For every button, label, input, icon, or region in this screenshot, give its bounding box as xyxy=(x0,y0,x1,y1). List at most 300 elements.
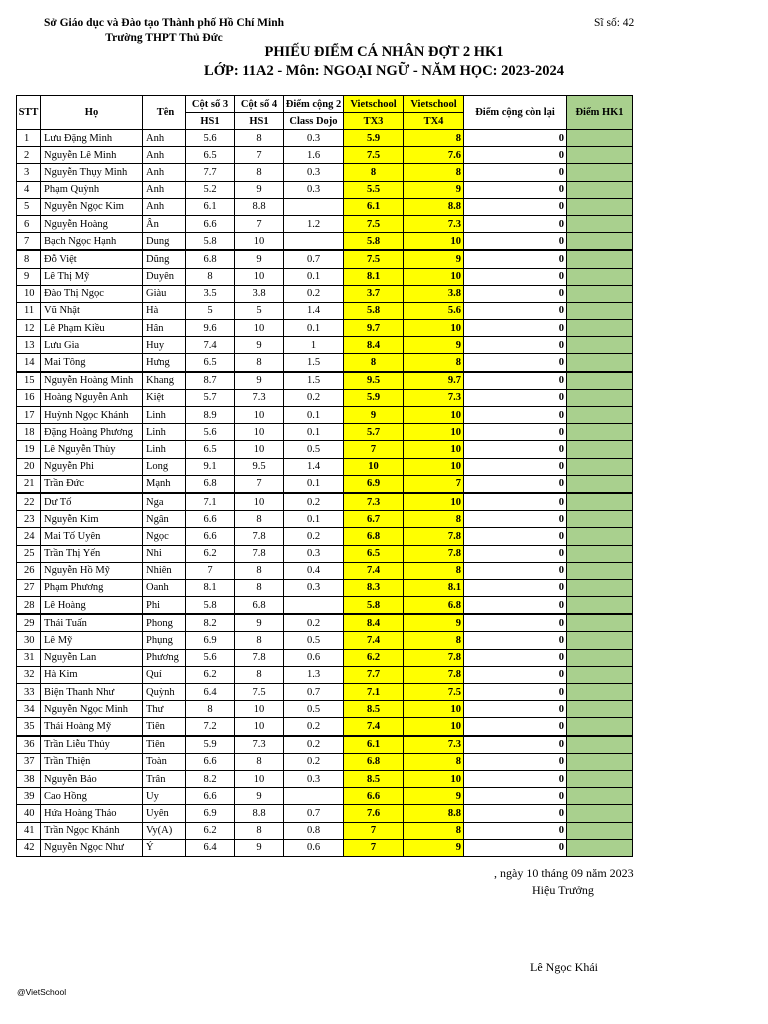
row-cot4: 8 xyxy=(235,354,284,372)
row-cot3: 8.2 xyxy=(186,614,235,632)
row-stt: 8 xyxy=(17,250,41,268)
row-tx4: 6.8 xyxy=(404,597,464,615)
row-remaining-bonus: 0 xyxy=(464,597,567,615)
row-last-name: Lưu Đặng Minh xyxy=(41,130,143,147)
row-tx4: 8 xyxy=(404,753,464,770)
row-first-name: Toàn xyxy=(143,753,186,770)
row-cot3: 9.6 xyxy=(186,320,235,337)
row-cot3: 7.1 xyxy=(186,493,235,511)
row-last-name: Trần Liễu Thủy xyxy=(41,736,143,754)
row-last-name: Nguyễn Kim xyxy=(41,511,143,528)
row-bonus: 0.5 xyxy=(284,441,344,458)
row-stt: 18 xyxy=(17,424,41,441)
table-row xyxy=(17,770,633,787)
table-row xyxy=(17,805,633,822)
grades-table xyxy=(16,95,633,857)
row-cot3: 5.6 xyxy=(186,130,235,147)
row-first-name: Nhi xyxy=(143,545,186,562)
row-cot3: 5.6 xyxy=(186,424,235,441)
row-cot4: 7.8 xyxy=(235,545,284,562)
row-bonus: 1 xyxy=(284,337,344,354)
row-cot3: 6.4 xyxy=(186,839,235,856)
row-last-name: Mai Tố Uyên xyxy=(41,528,143,545)
row-bonus xyxy=(284,788,344,805)
row-cot3: 6.4 xyxy=(186,684,235,701)
row-last-name: Dư Tố xyxy=(41,493,143,511)
row-tx4: 7.6 xyxy=(404,147,464,164)
row-first-name: Phi xyxy=(143,597,186,615)
row-last-name: Phạm Phương xyxy=(41,579,143,596)
row-bonus: 0.1 xyxy=(284,424,344,441)
table-row xyxy=(17,701,633,718)
row-first-name: Tiên xyxy=(143,718,186,736)
header-vietschool-tx4: Vietschool xyxy=(404,96,464,113)
row-cot4: 3.8 xyxy=(235,285,284,302)
row-bonus: 1.5 xyxy=(284,354,344,372)
row-tx3: 8.5 xyxy=(344,701,404,718)
row-hk1 xyxy=(567,198,633,215)
row-cot3: 6.2 xyxy=(186,545,235,562)
row-tx3: 6.2 xyxy=(344,649,404,666)
table-row xyxy=(17,250,633,268)
table-row xyxy=(17,493,633,511)
row-last-name: Trần Thiện xyxy=(41,753,143,770)
row-cot4: 7 xyxy=(235,147,284,164)
row-tx4: 9 xyxy=(404,839,464,856)
row-last-name: Vũ Nhật xyxy=(41,302,143,319)
table-row xyxy=(17,337,633,354)
row-stt: 38 xyxy=(17,770,41,787)
row-first-name: Duyên xyxy=(143,268,186,285)
row-last-name: Hứa Hoàng Thảo xyxy=(41,805,143,822)
row-tx4: 10 xyxy=(404,268,464,285)
row-cot4: 7.3 xyxy=(235,736,284,754)
row-cot4: 9 xyxy=(235,614,284,632)
row-first-name: Quỳnh xyxy=(143,684,186,701)
table-row xyxy=(17,147,633,164)
table-row xyxy=(17,458,633,475)
row-first-name: Phong xyxy=(143,614,186,632)
row-cot3: 6.8 xyxy=(186,475,235,493)
row-cot3: 6.1 xyxy=(186,198,235,215)
row-last-name: Phạm Quỳnh xyxy=(41,181,143,198)
row-first-name: Kiệt xyxy=(143,389,186,406)
row-hk1 xyxy=(567,372,633,390)
row-last-name: Lê Nguyễn Thùy xyxy=(41,441,143,458)
row-first-name: Hưng xyxy=(143,354,186,372)
row-hk1 xyxy=(567,233,633,251)
row-bonus: 0.2 xyxy=(284,736,344,754)
document-title: PHIẾU ĐIỂM CÁ NHÂN ĐỢT 2 HK1 xyxy=(264,44,504,60)
row-stt: 41 xyxy=(17,822,41,839)
row-cot4: 9 xyxy=(235,788,284,805)
row-hk1 xyxy=(567,736,633,754)
row-hk1 xyxy=(567,528,633,545)
row-tx4: 10 xyxy=(404,718,464,736)
row-remaining-bonus: 0 xyxy=(464,372,567,390)
row-tx4: 8 xyxy=(404,164,464,181)
table-row xyxy=(17,130,633,147)
row-first-name: Anh xyxy=(143,181,186,198)
row-remaining-bonus: 0 xyxy=(464,285,567,302)
class-size: Sĩ số: 42 xyxy=(594,17,635,29)
row-stt: 34 xyxy=(17,701,41,718)
row-stt: 31 xyxy=(17,649,41,666)
table-row xyxy=(17,302,633,319)
row-cot3: 6.6 xyxy=(186,788,235,805)
row-last-name: Nguyễn Lan xyxy=(41,649,143,666)
row-cot4: 8 xyxy=(235,579,284,596)
row-stt: 16 xyxy=(17,389,41,406)
table-row xyxy=(17,545,633,562)
row-tx3: 5.9 xyxy=(344,389,404,406)
row-last-name: Lê Phạm Kiều xyxy=(41,320,143,337)
row-stt: 24 xyxy=(17,528,41,545)
row-bonus: 0.1 xyxy=(284,320,344,337)
header-ten: Tên xyxy=(143,96,186,130)
row-bonus: 0.2 xyxy=(284,614,344,632)
row-remaining-bonus: 0 xyxy=(464,822,567,839)
row-hk1 xyxy=(567,511,633,528)
row-cot4: 7.5 xyxy=(235,684,284,701)
row-tx3: 8 xyxy=(344,354,404,372)
row-stt: 35 xyxy=(17,718,41,736)
table-row xyxy=(17,164,633,181)
row-bonus: 0.3 xyxy=(284,770,344,787)
table-row xyxy=(17,215,633,232)
row-first-name: Ân xyxy=(143,215,186,232)
row-hk1 xyxy=(567,562,633,579)
row-tx3: 7 xyxy=(344,822,404,839)
row-bonus: 0.3 xyxy=(284,579,344,596)
row-tx4: 9 xyxy=(404,181,464,198)
row-remaining-bonus: 0 xyxy=(464,736,567,754)
table-row xyxy=(17,233,633,251)
row-tx3: 9.7 xyxy=(344,320,404,337)
row-remaining-bonus: 0 xyxy=(464,233,567,251)
row-cot3: 8.9 xyxy=(186,407,235,424)
table-row xyxy=(17,389,633,406)
row-hk1 xyxy=(567,649,633,666)
row-stt: 13 xyxy=(17,337,41,354)
row-remaining-bonus: 0 xyxy=(464,147,567,164)
row-tx4: 5.6 xyxy=(404,302,464,319)
row-cot4: 10 xyxy=(235,770,284,787)
row-tx4: 10 xyxy=(404,701,464,718)
row-last-name: Nguyễn Thụy Minh xyxy=(41,164,143,181)
row-first-name: Khang xyxy=(143,372,186,390)
row-bonus: 0.8 xyxy=(284,822,344,839)
row-cot3: 6.9 xyxy=(186,805,235,822)
row-bonus: 1.4 xyxy=(284,458,344,475)
row-cot3: 8.2 xyxy=(186,770,235,787)
row-last-name: Trần Thị Yến xyxy=(41,545,143,562)
row-tx3: 8.3 xyxy=(344,579,404,596)
row-tx3: 7 xyxy=(344,839,404,856)
row-tx3: 6.1 xyxy=(344,736,404,754)
row-stt: 28 xyxy=(17,597,41,615)
row-bonus: 0.3 xyxy=(284,130,344,147)
row-remaining-bonus: 0 xyxy=(464,320,567,337)
row-bonus: 1.4 xyxy=(284,302,344,319)
row-remaining-bonus: 0 xyxy=(464,458,567,475)
row-cot4: 7.3 xyxy=(235,389,284,406)
row-tx4: 8 xyxy=(404,822,464,839)
row-remaining-bonus: 0 xyxy=(464,579,567,596)
row-bonus: 0.5 xyxy=(284,701,344,718)
row-tx3: 6.1 xyxy=(344,198,404,215)
school-name: Trường THPT Thủ Đức xyxy=(105,32,223,44)
row-remaining-bonus: 0 xyxy=(464,770,567,787)
row-tx3: 5.8 xyxy=(344,597,404,615)
table-row xyxy=(17,268,633,285)
row-stt: 40 xyxy=(17,805,41,822)
row-tx3: 5.8 xyxy=(344,302,404,319)
row-cot3: 6.6 xyxy=(186,511,235,528)
row-bonus: 0.6 xyxy=(284,839,344,856)
row-remaining-bonus: 0 xyxy=(464,475,567,493)
row-first-name: Huy xyxy=(143,337,186,354)
row-last-name: Nguyễn Hoàng xyxy=(41,215,143,232)
row-bonus: 0.1 xyxy=(284,475,344,493)
row-last-name: Nguyễn Ngọc Minh xyxy=(41,701,143,718)
row-tx3: 7.5 xyxy=(344,215,404,232)
row-cot3: 8 xyxy=(186,701,235,718)
table-row xyxy=(17,753,633,770)
principal-name: Lê Ngọc Khái xyxy=(530,960,598,974)
row-tx4: 10 xyxy=(404,458,464,475)
row-cot4: 10 xyxy=(235,233,284,251)
row-cot4: 9 xyxy=(235,181,284,198)
header-tx3: TX3 xyxy=(344,113,404,130)
row-bonus: 0.3 xyxy=(284,181,344,198)
row-tx3: 9.5 xyxy=(344,372,404,390)
row-first-name: Dung xyxy=(143,233,186,251)
row-cot4: 8 xyxy=(235,632,284,649)
row-remaining-bonus: 0 xyxy=(464,181,567,198)
row-remaining-bonus: 0 xyxy=(464,666,567,683)
row-cot3: 6.6 xyxy=(186,528,235,545)
row-tx3: 5.9 xyxy=(344,130,404,147)
row-last-name: Bạch Ngọc Hạnh xyxy=(41,233,143,251)
row-first-name: Anh xyxy=(143,147,186,164)
row-last-name: Cao Hồng xyxy=(41,788,143,805)
table-row xyxy=(17,579,633,596)
row-remaining-bonus: 0 xyxy=(464,424,567,441)
table-row xyxy=(17,372,633,390)
row-cot4: 8 xyxy=(235,753,284,770)
row-tx4: 10 xyxy=(404,320,464,337)
row-tx4: 7.3 xyxy=(404,389,464,406)
row-tx3: 3.7 xyxy=(344,285,404,302)
table-row xyxy=(17,666,633,683)
row-cot4: 8.8 xyxy=(235,198,284,215)
row-last-name: Đặng Hoàng Phương xyxy=(41,424,143,441)
row-first-name: Hân xyxy=(143,320,186,337)
row-remaining-bonus: 0 xyxy=(464,302,567,319)
row-cot3: 8 xyxy=(186,268,235,285)
header-stt: STT xyxy=(17,96,41,130)
row-cot4: 10 xyxy=(235,424,284,441)
header-bonus: Điểm cộng 2 xyxy=(284,96,344,113)
row-tx3: 7.1 xyxy=(344,684,404,701)
row-first-name: Ngân xyxy=(143,511,186,528)
row-tx3: 7.4 xyxy=(344,632,404,649)
row-cot4: 9.5 xyxy=(235,458,284,475)
row-stt: 33 xyxy=(17,684,41,701)
row-remaining-bonus: 0 xyxy=(464,337,567,354)
row-tx3: 9 xyxy=(344,407,404,424)
row-first-name: Long xyxy=(143,458,186,475)
row-tx4: 9 xyxy=(404,788,464,805)
row-stt: 19 xyxy=(17,441,41,458)
row-cot4: 7.8 xyxy=(235,649,284,666)
row-last-name: Nguyễn Ngọc Kim xyxy=(41,198,143,215)
row-hk1 xyxy=(567,147,633,164)
row-hk1 xyxy=(567,130,633,147)
row-last-name: Lê Thị Mỹ xyxy=(41,268,143,285)
row-hk1 xyxy=(567,302,633,319)
row-stt: 9 xyxy=(17,268,41,285)
row-tx4: 8 xyxy=(404,562,464,579)
row-stt: 7 xyxy=(17,233,41,251)
row-cot3: 5.2 xyxy=(186,181,235,198)
row-remaining-bonus: 0 xyxy=(464,753,567,770)
row-last-name: Trần Ngọc Khánh xyxy=(41,822,143,839)
row-bonus: 0.7 xyxy=(284,250,344,268)
row-stt: 42 xyxy=(17,839,41,856)
row-first-name: Trân xyxy=(143,770,186,787)
row-first-name: Uy xyxy=(143,788,186,805)
table-row xyxy=(17,475,633,493)
row-bonus: 1.3 xyxy=(284,666,344,683)
row-bonus: 0.6 xyxy=(284,649,344,666)
row-hk1 xyxy=(567,164,633,181)
row-hk1 xyxy=(567,320,633,337)
row-bonus: 1.5 xyxy=(284,372,344,390)
school-header xyxy=(34,16,294,46)
row-cot4: 9 xyxy=(235,337,284,354)
row-hk1 xyxy=(567,579,633,596)
row-hk1 xyxy=(567,407,633,424)
row-tx4: 8.1 xyxy=(404,579,464,596)
row-stt: 12 xyxy=(17,320,41,337)
table-row xyxy=(17,684,633,701)
row-cot3: 6.5 xyxy=(186,147,235,164)
row-tx4: 10 xyxy=(404,493,464,511)
row-remaining-bonus: 0 xyxy=(464,805,567,822)
row-last-name: Lê Hoàng xyxy=(41,597,143,615)
header-ho: Họ xyxy=(41,96,143,130)
row-first-name: Nhiên xyxy=(143,562,186,579)
row-first-name: Anh xyxy=(143,130,186,147)
row-last-name: Nguyễn Bảo xyxy=(41,770,143,787)
signature-role: Hiệu Trưởng xyxy=(532,883,594,897)
row-hk1 xyxy=(567,718,633,736)
row-last-name: Hoàng Nguyễn Anh xyxy=(41,389,143,406)
row-remaining-bonus: 0 xyxy=(464,701,567,718)
row-last-name: Nguyễn Hoàng Minh xyxy=(41,372,143,390)
row-tx4: 7.8 xyxy=(404,649,464,666)
row-remaining-bonus: 0 xyxy=(464,441,567,458)
row-hk1 xyxy=(567,614,633,632)
row-remaining-bonus: 0 xyxy=(464,268,567,285)
row-cot4: 10 xyxy=(235,441,284,458)
row-hk1 xyxy=(567,337,633,354)
row-stt: 32 xyxy=(17,666,41,683)
row-last-name: Đỗ Việt xyxy=(41,250,143,268)
row-bonus: 0.1 xyxy=(284,511,344,528)
row-tx3: 6.8 xyxy=(344,528,404,545)
table-row xyxy=(17,285,633,302)
row-first-name: Quí xyxy=(143,666,186,683)
row-last-name: Huỳnh Ngọc Khánh xyxy=(41,407,143,424)
row-tx3: 6.6 xyxy=(344,788,404,805)
row-remaining-bonus: 0 xyxy=(464,788,567,805)
row-bonus xyxy=(284,233,344,251)
table-row xyxy=(17,441,633,458)
row-remaining-bonus: 0 xyxy=(464,614,567,632)
row-cot3: 7 xyxy=(186,562,235,579)
row-first-name: Phương xyxy=(143,649,186,666)
row-cot3: 9.1 xyxy=(186,458,235,475)
row-stt: 26 xyxy=(17,562,41,579)
row-remaining-bonus: 0 xyxy=(464,511,567,528)
row-hk1 xyxy=(567,684,633,701)
row-tx4: 7.3 xyxy=(404,215,464,232)
row-cot4: 7 xyxy=(235,215,284,232)
row-cot4: 10 xyxy=(235,701,284,718)
row-remaining-bonus: 0 xyxy=(464,164,567,181)
row-tx3: 5.7 xyxy=(344,424,404,441)
row-hk1 xyxy=(567,181,633,198)
row-first-name: Giàu xyxy=(143,285,186,302)
row-tx3: 8.1 xyxy=(344,268,404,285)
row-tx4: 10 xyxy=(404,233,464,251)
row-remaining-bonus: 0 xyxy=(464,649,567,666)
row-hk1 xyxy=(567,788,633,805)
row-tx3: 7.4 xyxy=(344,562,404,579)
row-tx3: 6.5 xyxy=(344,545,404,562)
row-tx4: 7.5 xyxy=(404,684,464,701)
row-first-name: Anh xyxy=(143,198,186,215)
row-first-name: Vy(A) xyxy=(143,822,186,839)
row-stt: 22 xyxy=(17,493,41,511)
row-cot3: 7.4 xyxy=(186,337,235,354)
row-remaining-bonus: 0 xyxy=(464,407,567,424)
row-hk1 xyxy=(567,268,633,285)
row-tx4: 9 xyxy=(404,250,464,268)
row-tx3: 8.4 xyxy=(344,337,404,354)
table-row xyxy=(17,839,633,856)
row-tx3: 5.8 xyxy=(344,233,404,251)
row-cot3: 3.5 xyxy=(186,285,235,302)
table-row xyxy=(17,407,633,424)
row-cot4: 9 xyxy=(235,372,284,390)
row-hk1 xyxy=(567,424,633,441)
row-tx3: 6.7 xyxy=(344,511,404,528)
header-cot3-sub: HS1 xyxy=(186,113,235,130)
row-hk1 xyxy=(567,458,633,475)
row-tx4: 8 xyxy=(404,354,464,372)
row-bonus: 0.3 xyxy=(284,545,344,562)
row-cot3: 5.8 xyxy=(186,233,235,251)
row-hk1 xyxy=(567,475,633,493)
row-tx4: 7 xyxy=(404,475,464,493)
row-tx3: 7 xyxy=(344,441,404,458)
table-row xyxy=(17,424,633,441)
row-stt: 1 xyxy=(17,130,41,147)
